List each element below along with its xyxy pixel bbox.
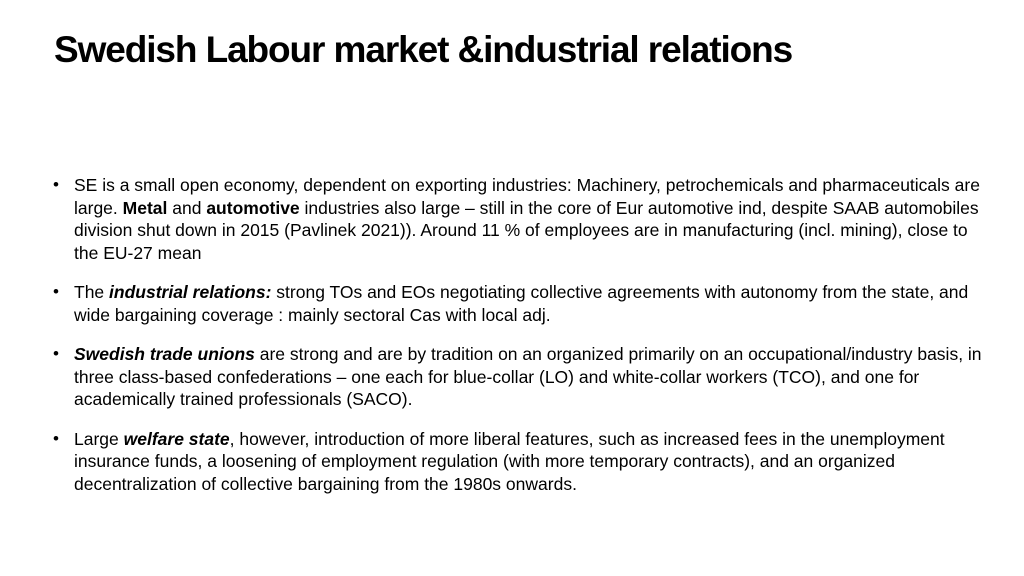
text-segment-bold-italic: welfare state bbox=[123, 428, 230, 449]
text-segment: SE is a small open economy, dependent on exporting industries: Machinery, petrochemicals and pharmaceuticals are large. bbox=[74, 175, 980, 218]
bullet-dot: • bbox=[53, 282, 59, 301]
bullet-text bbox=[74, 429, 945, 494]
slide-title: Swedish Labour market &industrial relations bbox=[54, 29, 793, 70]
bullet-item-welfare-state bbox=[52, 428, 982, 496]
bullet-dot: • bbox=[53, 175, 59, 194]
text-segment: industries also large – still in the core of Eur automotive ind, despite SAAB automobiles division shut down in 2015 (Pavlinek 2021)). Around 11 % of employees are in manufacturing (incl. mining), close to the EU-27 mean bbox=[74, 197, 979, 263]
text-segment-bold-italic: industrial relations: bbox=[109, 282, 272, 302]
text-segment-bold: automotive bbox=[206, 197, 300, 218]
text-segment: and bbox=[167, 197, 207, 218]
bullet-dot: • bbox=[53, 428, 59, 448]
bullet-text bbox=[74, 344, 982, 409]
bullet-text bbox=[74, 282, 968, 325]
bullet-item-economy bbox=[52, 174, 982, 264]
text-segment: strong TOs and EOs negotiating collective agreements with autonomy from the state, and wide bargaining coverage : mainly sectoral Cas with local adj. bbox=[74, 282, 969, 325]
text-segment: Large bbox=[74, 428, 124, 449]
text-segment: , however, introduction of more liberal features, such as increased fees in the unemployment insurance funds, a loosening of employment regulation (with more temporary contracts), and an organized decentralization of collective bargaining from the 1980s onwards. bbox=[74, 428, 945, 494]
text-segment-bold: Metal bbox=[122, 197, 168, 218]
bullet-item-industrial-relations bbox=[52, 281, 982, 326]
text-segment: are strong and are by tradition on an organized primarily on an occupational/industry basis, in three class-based confederations – one each for blue-collar (LO) and white-collar workers (TCO), and one for academically trained professionals (SACO). bbox=[74, 344, 982, 409]
bullet-dot: • bbox=[53, 344, 59, 363]
text-segment: The bbox=[74, 282, 110, 302]
bullet-text bbox=[74, 175, 980, 263]
text-segment-bold-italic: Swedish trade unions bbox=[74, 344, 255, 364]
bullet-item-trade-unions bbox=[52, 343, 982, 411]
bullet-list bbox=[52, 174, 982, 512]
